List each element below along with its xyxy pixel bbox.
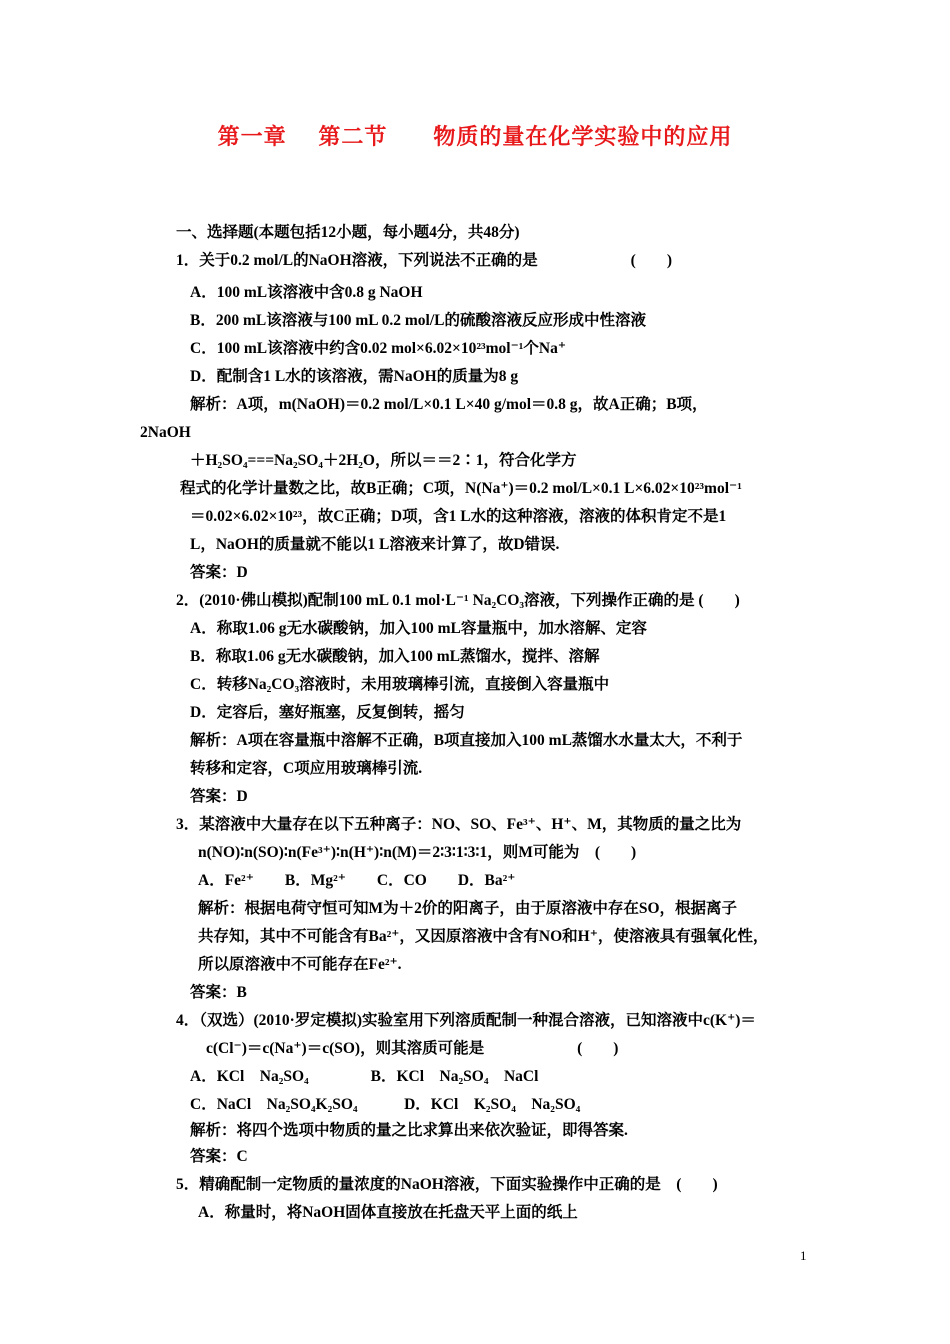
text-line: 转移和定容，C项应用玻璃棒引流. [190,760,423,777]
text-line: D．配制含1 L水的该溶液，需NaOH的质量为8 g [190,368,519,385]
text-line: C．NaCl Na₂SO₄K₂SO₄ D．KCl K₂SO₄ Na₂SO₄ [190,1096,581,1113]
text-line: 答案：B [190,984,247,1001]
text-line: 一、选择题(本题包括12小题，每小题4分，共48分) [176,224,520,241]
text-line: ＋H₂SO₄===Na₂SO₄＋2H₂O，所以＝＝2∶1，符合化学方 [190,452,577,469]
text-line: C．100 mL该溶液中约含0.02 mol×6.02×10²³mol⁻¹个Na⁺ [190,340,567,357]
text-line: 答案：D [190,564,248,581]
page-title: 第一章 第二节 物质的量在化学实验中的应用 [217,125,733,150]
page-number: 1 [800,1248,807,1263]
text-line: 所以原溶液中不可能存在Fe²⁺. [198,956,402,973]
text-line: A．KCl Na₂SO₄ B．KCl Na₂SO₄ NaCl [190,1068,539,1085]
text-line: 3．某溶液中大量存在以下五种离子：NO、SO、Fe³⁺、H⁺、M，其物质的量之比为 [176,816,742,833]
text-line: A．Fe²⁺ B．Mg²⁺ C．CO D．Ba²⁺ [198,872,516,889]
text-line: B．称取1.06 g无水碳酸钠，加入100 mL蒸馏水，搅拌、溶解 [190,648,600,665]
text-line: C．转移Na₂CO₃溶液时，未用玻璃棒引流，直接倒入容量瓶中 [190,676,610,693]
text-line: 2NaOH [140,424,191,441]
text-line: 解析：将四个选项中物质的量之比求算出来依次验证，即得答案. [190,1122,628,1139]
text-line: B．200 mL该溶液与100 mL 0.2 mol/L的硫酸溶液反应形成中性溶液 [190,312,646,329]
text-line: 2．(2010·佛山模拟)配制100 mL 0.1 mol·L⁻¹ Na₂CO₃溶液，下列操作正确的是 ( ) [176,592,740,609]
text-line: A．100 mL该溶液中含0.8 g NaOH [190,284,423,301]
text-line: 4．（双选）(2010·罗定模拟)实验室用下列溶质配制一种混合溶液，已知溶液中c(K⁺)＝ [176,1012,756,1029]
text-line: ＝0.02×6.02×10²³，故C正确；D项，含1 L水的这种溶液，溶液的体积肯定不是1 [190,508,727,525]
text-line: 答案：C [190,1148,248,1165]
text-line: A．称取1.06 g无水碳酸钠，加入100 mL容量瓶中，加水溶解、定容 [190,620,647,637]
text-line: 程式的化学计量数之比，故B正确；C项，N(Na⁺)＝0.2 mol/L×0.1 L×6.02×10²³mol⁻¹ [180,480,742,497]
text-line: L，NaOH的质量就不能以1 L溶液来计算了，故D错误. [190,536,560,553]
text-line: 解析：A项，m(NaOH)＝0.2 mol/L×0.1 L×40 g/mol＝0.8 g，故A正确；B项， [190,396,708,413]
text-line: n(NO)∶n(SO)∶n(Fe³⁺)∶n(H⁺)∶n(M)＝2∶3∶1∶3∶1，则M可能为 ( ) [198,844,637,861]
text-line: D．定容后，塞好瓶塞，反复倒转，摇匀 [190,704,465,721]
text-line: 共存知，其中不可能含有Ba²⁺，又因原溶液中含有NO和H⁺，使溶液具有强氧化性， [198,928,769,945]
text-line: c(Cl⁻)＝c(Na⁺)＝c(SO)，则其溶质可能是 ( ) [206,1040,619,1057]
text-line: 答案：D [190,788,248,805]
text-line: 解析：A项在容量瓶中溶解不正确，B项直接加入100 mL蒸馏水水量太大，不利于 [190,732,743,749]
text-line: A．称量时，将NaOH固体直接放在托盘天平上面的纸上 [198,1204,578,1221]
text-line: 解析：根据电荷守恒可知M为＋2价的阳离子，由于原溶液中存在SO，根据离子 [198,900,738,917]
text-line: 5．精确配制一定物质的量浓度的NaOH溶液，下面实验操作中正确的是 ( ) [176,1176,718,1193]
text-line: 1．关于0.2 mol/L的NaOH溶液，下列说法不正确的是 ( ) [176,252,672,269]
